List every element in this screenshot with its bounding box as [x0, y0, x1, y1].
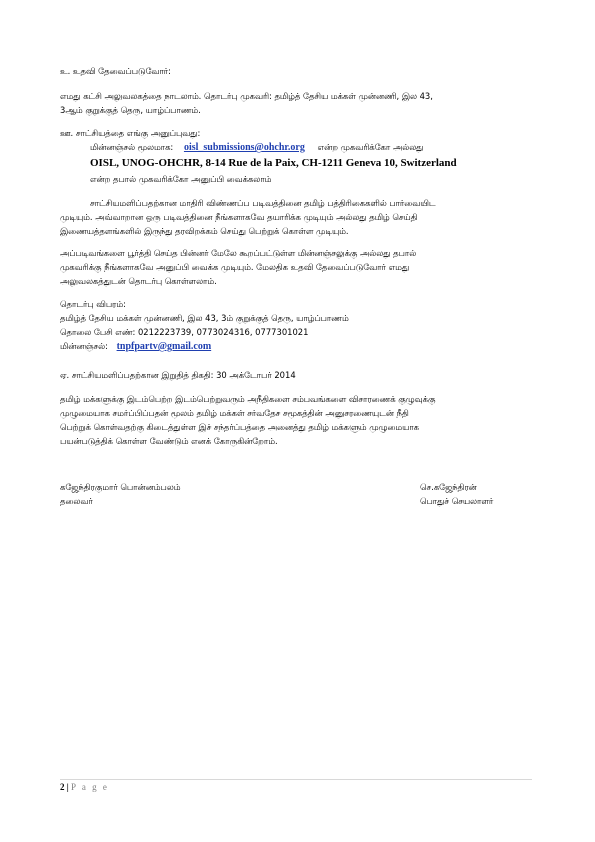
footer-divider — [60, 779, 532, 780]
footer-separator: | — [66, 782, 69, 792]
appeal-line-1: தமிழ் மக்களுக்கு இடம்பெற்ற இடம்பெற்றுவரும் அநீதிகளை சம்பவங்களை விசாரணைக் குழுவுக்கு — [60, 394, 436, 404]
submit-post-line — [90, 172, 271, 186]
help-heading-text: உ. உதவி தேவைப்படுவோர்: — [60, 66, 171, 76]
page-word: P a g e — [70, 782, 109, 792]
appeal-line-4: பயன்படுத்திக் கொள்ள வேண்டும் எனக் கோருகின்றோம். — [60, 436, 278, 446]
contact-address: தமிழ்த் தேசிய மக்கள் முன்னணி, இல 43, 3ம் குறுக்குத் தெரு, யாழ்ப்பாணம் — [60, 313, 349, 323]
template-line-1: சாட்சியமளிப்பதற்கான மாதிரி விண்ணப்ப படிவத்தினை தமிழ் பத்திரிகைகளில் பார்வையிட — [90, 198, 436, 208]
email-prefix: மின்னஞ்சல் மூலமாக: — [90, 142, 174, 152]
fill-line-1: அப்படிவங்களை பூர்த்தி செய்த பின்னர் மேலே கூறப்பட்டுள்ள மின்னஞ்சலுக்கு அல்லது தபால் — [60, 248, 417, 258]
appeal-paragraph — [60, 392, 435, 448]
email-suffix: என்ற முகவரிக்கோ அல்லது — [317, 142, 424, 152]
contact-email-label: மின்னஞ்சல்: — [60, 341, 108, 351]
left-signatory-name: கஜேந்திரகுமார் பொன்னம்பலம் — [60, 482, 181, 492]
submit-email-line — [90, 140, 423, 155]
appeal-line-2: முழுமையாக சமர்ப்பிப்பதன் மூலம் தமிழ் மக்கள் சர்வதேச சமூகத்தின் அனுசரணையுடன் நீதி — [60, 408, 409, 418]
submission-email-link[interactable]: oisl_submissions@ohchr.org — [183, 142, 305, 153]
postal-address-text: OISL, UNOG-OHCHR, 8-14 Rue de la Paix, CH-1211 Geneva 10, Switzerland — [90, 157, 457, 169]
template-line-3: இணையத்தளங்களில் இருந்து தரவிறக்கம் செய்து பெற்றுக் கொள்ள முடியும். — [60, 226, 349, 236]
fill-line-2: முகவரிக்கு நீங்களாகவே அனுப்பி வைக்க முடியும். மேலதிக உதவி தேவைப்படுவோர் எமது — [60, 262, 410, 272]
submit-heading-text: ஊ. சாட்சியத்தை எங்கு அனுப்புவது: — [60, 128, 201, 138]
right-signatory-title: பொதுச் செயலாளர் — [420, 496, 494, 506]
template-paragraph — [60, 196, 436, 238]
page-number: 2 — [60, 782, 65, 792]
section-help-body — [60, 89, 433, 117]
left-signatory-title: தலைவர் — [60, 496, 93, 506]
section-help-heading — [60, 64, 171, 78]
signature-left — [60, 480, 180, 508]
right-signatory-name: செ.கஜேந்திரன் — [420, 482, 477, 492]
template-line-2: முடியும். அவ்வாறான ஒரு படிவத்தினை நீங்களாகவே தயாரிக்க முடியும் அல்லது தமிழ் செய்தி — [60, 212, 418, 222]
help-line-1: எமது கட்சி அலுவலகத்தை நாடலாம். தொடர்பு முகவரி: தமிழ்த் தேசிய மக்கள் முன்னணி, இல 43, — [60, 91, 433, 101]
page-footer — [60, 782, 109, 792]
help-line-2: 3ஆம் குறுக்குத் தெரு, யாழ்ப்பாணம். — [60, 105, 201, 115]
contact-details — [60, 297, 349, 354]
contact-phone: தொலை பேசி எண்: 0212223739, 0773024316, 0777301021 — [60, 327, 309, 337]
signature-right — [420, 480, 493, 508]
deadline-text: ஏ. சாட்சியமளிப்பதற்கான இறுதித் திகதி: 30 அக்டோபர் 2014 — [60, 370, 296, 380]
submit-postal-address — [90, 156, 457, 170]
contact-heading: தொடர்பு விபரம்: — [60, 299, 126, 309]
contact-email-link[interactable]: tnpfpartv@gmail.com — [116, 341, 212, 352]
contact-email-line — [60, 339, 349, 354]
fill-line-3: அலுவலகத்துடன் தொடர்பு கொள்ளலாம். — [60, 276, 217, 286]
appeal-line-3: பெற்றுக் கொள்வதற்கு கிடைத்துள்ள இச் சந்தர்ப்பத்தை அனைத்து தமிழ் மக்களும் முழுமையாக — [60, 422, 420, 432]
section-submit-heading — [60, 126, 200, 140]
post-line-text: என்ற தபால் முகவரிக்கோ அனுப்பி வைக்கலாம் — [90, 174, 272, 184]
deadline-line — [60, 368, 296, 382]
fill-paragraph — [60, 246, 416, 288]
